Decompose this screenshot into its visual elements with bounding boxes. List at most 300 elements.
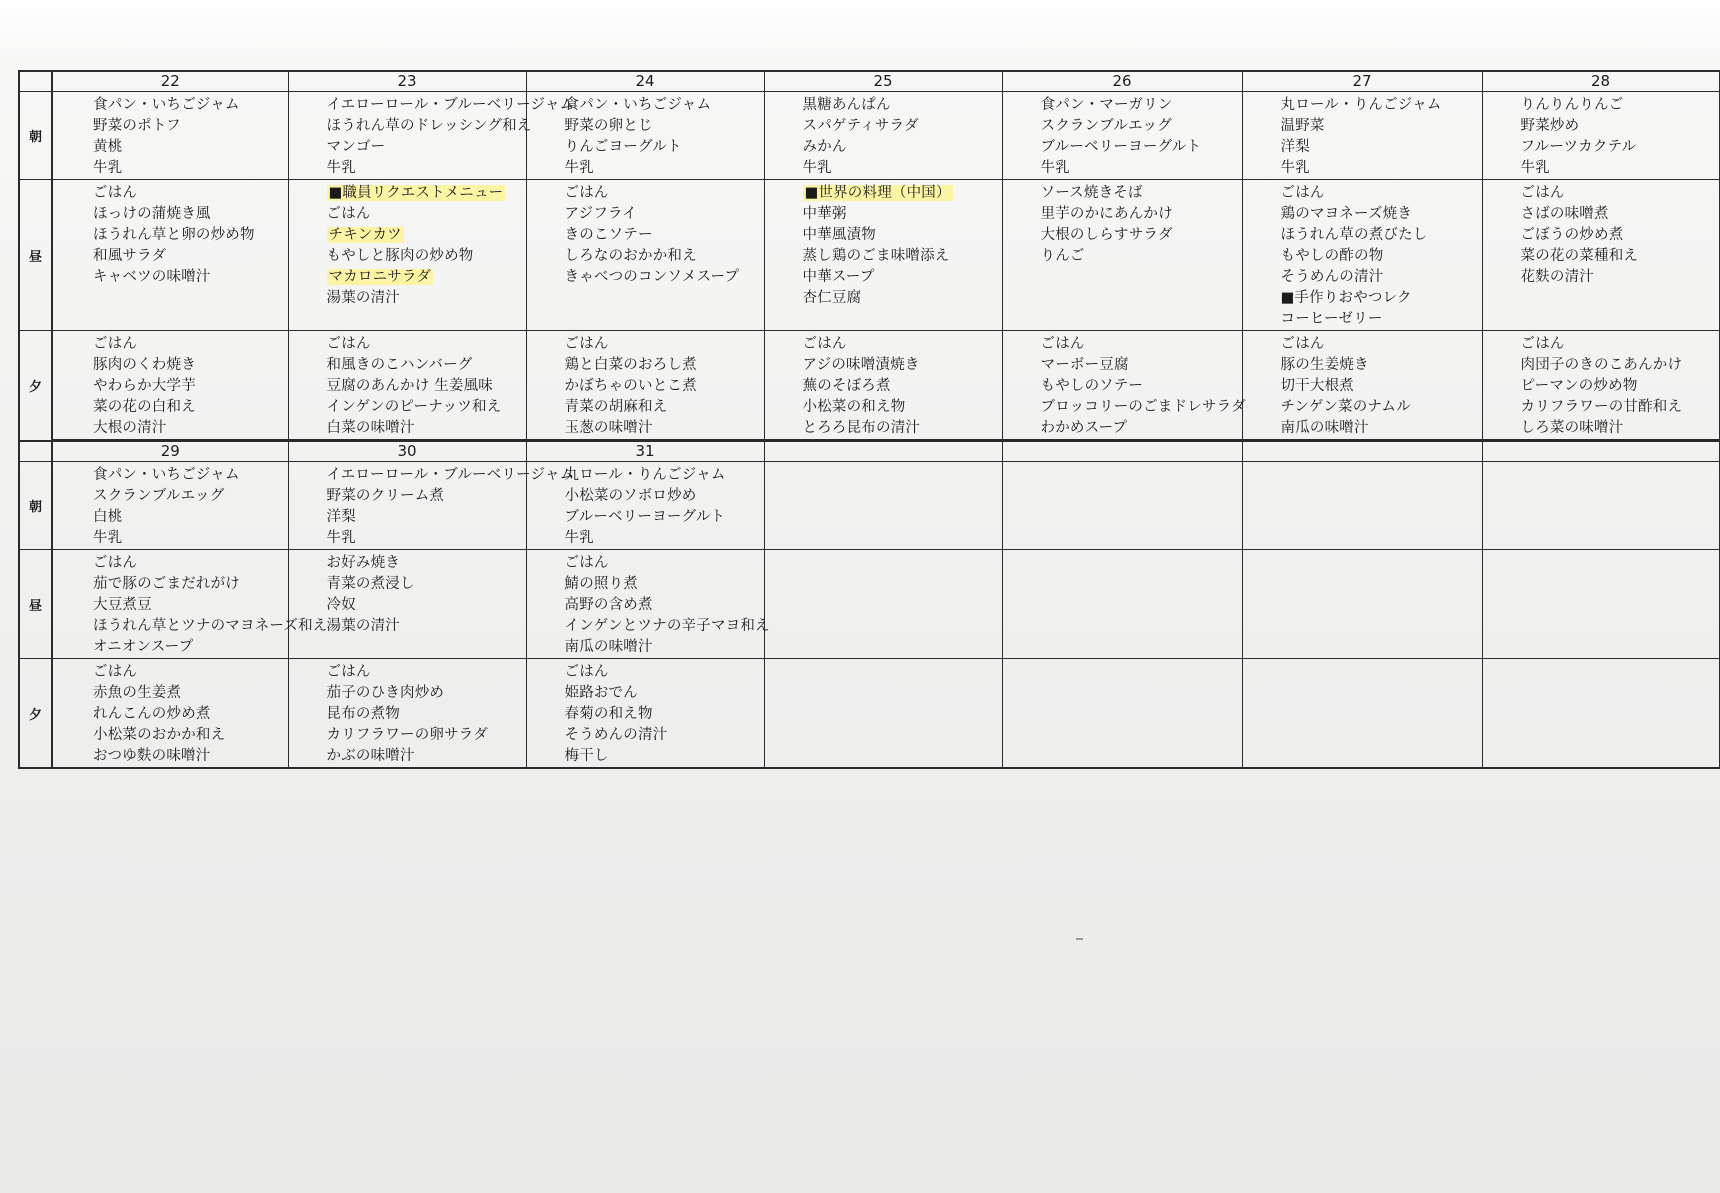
menu-item [93,355,284,376]
menu-item [1041,137,1238,158]
menu-item-text: ごはん [564,185,609,201]
menu-item [1041,246,1238,267]
menu-item [93,376,284,397]
highlighted-menu-item-text: ■職員リクエストメニュー [328,185,504,201]
menu-item [93,616,328,637]
menu-cell [1482,659,1719,769]
menu-item [93,746,284,767]
menu-cell [1482,92,1719,180]
menu-item-text: かぼちゃのいとこ煮 [564,378,697,394]
highlighted-menu-item-text: ■世界の料理（中国） [804,185,951,201]
menu-item-text: 洋梨 [326,509,356,525]
menu-cell [526,659,764,769]
menu-item [93,183,284,204]
menu-cell [764,180,1002,331]
highlighted-menu-item-text: マカロニサラダ [328,269,432,285]
dinner-label: 夕 [19,331,52,441]
menu-item-text: 豚肉のくわ焼き [93,357,196,373]
day-number: 24 [526,71,764,92]
menu-cell [52,659,288,769]
menu-item [565,355,760,376]
menu-item-text: スクランブルエッグ [1040,118,1172,134]
menu-cell [764,462,1002,550]
menu-item [327,616,522,637]
menu-item-text: 牛乳 [1040,160,1070,176]
menu-item-text: ごはん [93,664,138,680]
menu-item [93,553,284,574]
menu-item [565,725,760,746]
menu-item-text: 豚の生姜焼き [1280,357,1369,373]
menu-item-text: 大根の清汁 [93,420,167,436]
menu-item [326,465,575,486]
menu-item [1041,376,1238,397]
menu-item-text: 野菜炒め [1520,118,1580,134]
menu-item-text: キャベツの味噌汁 [93,269,211,285]
menu-item [1041,355,1238,376]
menu-item-text: ごぼうの炒め煮 [1520,227,1624,243]
menu-cell [1242,180,1482,331]
menu-item [565,574,760,595]
menu-cell [1242,462,1482,550]
menu-cell [764,92,1002,180]
menu-item-text: 鯖の照り煮 [564,576,638,592]
menu-item [326,95,575,116]
menu-item [565,507,760,528]
menu-item [1281,355,1478,376]
menu-item-text: 蕪のそぼろ煮 [802,378,891,394]
breakfast-label: 朝 [19,462,52,550]
menu-item-text: 湯葉の清汁 [326,290,400,306]
menu-cell [1482,550,1719,659]
menu-cell [288,550,526,659]
day-number: 28 [1482,71,1719,92]
menu-item-text: 花麩の清汁 [1520,269,1594,285]
menu-item [565,418,760,439]
menu-cell [288,462,575,550]
menu-item-text: 食パン・マーガリン [1040,97,1173,113]
menu-cell [1002,331,1246,441]
menu-item-text: そうめんの清汁 [564,727,668,743]
menu-item-text: 和風きのこハンバーグ [326,357,473,373]
menu-item-text: 青菜の胡麻和え [564,399,668,415]
menu-item [327,683,522,704]
day-header-row [19,441,1719,462]
menu-item [93,204,284,225]
menu-item [1281,288,1478,309]
menu-item-text: ごはん [564,336,609,352]
menu-item-text: 湯葉の清汁 [326,618,400,634]
menu-item [1041,95,1238,116]
menu-item [803,183,998,204]
corner-cell [19,441,52,462]
menu-item [327,397,522,418]
menu-item-text: ごはん [326,206,371,222]
menu-item-text: ほうれん草の煮びたし [1280,227,1428,243]
menu-item [1281,397,1478,418]
menu-item-text: お好み焼き [326,555,400,571]
menu-cell [288,659,526,769]
menu-cell [52,180,288,331]
menu-item-text: 野菜の卵とじ [564,118,653,134]
menu-item-text: 大豆煮豆 [93,597,152,613]
menu-item-text: 蒸し鶏のごま味噌添え [802,248,950,264]
menu-item-text: 白桃 [93,509,123,525]
menu-item [565,183,760,204]
menu-item [1521,116,1715,137]
day-number: 31 [526,441,764,462]
menu-item-text: 姫路おでん [564,685,638,701]
menu-cell [526,180,764,331]
menu-item [327,267,522,288]
menu-item-text: ごはん [1040,336,1085,352]
menu-item [1281,137,1478,158]
menu-item [803,397,998,418]
menu-item [1521,95,1715,116]
menu-item [1041,116,1238,137]
menu-item [327,704,522,725]
menu-item [565,334,760,355]
menu-item-text: 牛乳 [326,160,356,176]
menu-item [803,376,998,397]
menu-item-text: 赤魚の生姜煮 [93,685,182,701]
menu-item [565,116,760,137]
menu-cell [1002,659,1242,769]
day-number: 26 [1002,71,1242,92]
menu-item-text: 牛乳 [1520,160,1550,176]
menu-cell [1242,550,1482,659]
menu-item [803,225,998,246]
menu-item-text: 小松菜の和え物 [802,399,906,415]
menu-item-text: 肉団子のきのこあんかけ [1520,357,1683,373]
menu-item [1521,334,1715,355]
menu-item [327,288,522,309]
menu-item-text: 菜の花の白和え [93,399,196,415]
menu-cell [1482,462,1719,550]
day-number: 22 [52,71,288,92]
menu-item [93,95,284,116]
menu-item-text: オニオンスープ [93,639,194,655]
menu-item-text: フルーツカクテル [1520,139,1637,155]
menu-item-text: れんこんの炒め煮 [93,706,211,722]
menu-item [1041,225,1238,246]
menu-item [1281,225,1478,246]
menu-item [93,595,284,616]
menu-item [327,746,522,767]
menu-item [327,418,522,439]
corner-cell [19,71,52,92]
day-number: 23 [288,71,526,92]
menu-item [803,267,998,288]
menu-item-text: 豆腐のあんかけ 生姜風味 [326,378,494,394]
menu-item-text: カリフラワーの甘酢和え [1520,399,1683,415]
menu-item [93,725,284,746]
menu-item [326,116,532,137]
menu-item-text: きゃべつのコンソメスープ [564,269,740,285]
menu-item-text: 牛乳 [93,160,123,176]
menu-item-text: ごはん [1280,336,1325,352]
menu-item-text: 小松菜のソボロ炒め [564,488,697,504]
menu-item [327,137,522,158]
menu-item-text: もやしと豚肉の炒め物 [326,248,474,264]
menu-item [803,158,998,179]
menu-cell [526,550,770,659]
menu-item [803,334,998,355]
dinner-label: 夕 [19,659,52,769]
menu-item-text: 小松菜のおかか和え [93,727,226,743]
menu-item [565,637,760,658]
menu-item [1521,204,1715,225]
menu-item [1041,418,1238,439]
menu-item [93,418,284,439]
day-number [764,441,1002,462]
menu-item [1521,376,1715,397]
menu-item [1041,183,1238,204]
menu-item [1521,137,1715,158]
menu-item-text: ピーマンの炒め物 [1520,378,1638,394]
menu-item [1281,418,1478,439]
menu-item [93,528,284,549]
menu-item [93,334,284,355]
menu-cell [288,92,575,180]
breakfast-row [19,92,1719,180]
menu-item-text: しろ菜の味噌汁 [1520,420,1624,436]
menu-item-text: 菜の花の菜種和え [1520,248,1639,264]
menu-item [803,246,998,267]
menu-item-text: ソース焼きそば [1040,185,1143,201]
highlighted-menu-item-text: チキンカツ [328,227,402,243]
paper-speck [1076,938,1083,940]
menu-item [327,355,522,376]
menu-item-text: おつゆ麩の味噌汁 [93,748,211,764]
menu-cell [1002,462,1242,550]
menu-item [565,204,760,225]
day-number: 29 [52,441,288,462]
menu-item [327,507,522,528]
menu-cell [52,331,288,441]
menu-item-text: みかん [802,139,847,155]
day-number [1002,441,1242,462]
menu-item-text: スパゲティサラダ [802,118,919,134]
menu-item-text: 食パン・いちごジャム [564,97,712,113]
menu-cell [52,550,328,659]
meal-calendar-table [18,70,1720,769]
menu-item-text: 鶏のマヨネーズ焼き [1280,206,1413,222]
menu-item-text: ごはん [564,555,609,571]
menu-item-text: ほうれん草のドレッシング和え [326,118,532,134]
menu-item-text: 牛乳 [564,530,594,546]
menu-item [1041,204,1238,225]
menu-item [93,574,284,595]
day-number [1242,441,1482,462]
menu-item-text: 和風サラダ [93,248,167,264]
menu-item [1281,158,1478,179]
menu-item [1521,397,1715,418]
menu-item [803,204,998,225]
menu-item [565,95,760,116]
menu-item [93,662,284,683]
menu-item-text: わかめスープ [1040,420,1128,436]
menu-item [327,725,522,746]
menu-item [327,204,522,225]
menu-cell [52,462,288,550]
menu-cell [1242,331,1482,441]
menu-item-text: コーヒーゼリー [1280,311,1383,327]
menu-item-text: 中華粥 [802,206,847,222]
menu-item-text: 黒糖あんぱん [802,97,891,113]
menu-item [1521,418,1715,439]
menu-item [565,746,760,767]
menu-cell [1242,659,1482,769]
menu-item [93,225,284,246]
menu-cell [526,331,764,441]
day-number: 25 [764,71,1002,92]
menu-item [1281,204,1478,225]
menu-item-text: 梅干し [564,748,609,764]
menu-item [327,486,522,507]
menu-item-text: さばの味噌煮 [1520,206,1609,222]
menu-item [93,465,284,486]
menu-item-text: ほうれん草と卵の炒め物 [93,227,255,243]
menu-item-text: もやしの酢の物 [1280,248,1384,264]
menu-cell [1002,550,1242,659]
menu-item-text: やわらか大学芋 [93,378,196,394]
menu-item-text: ごはん [93,555,138,571]
menu-item-text: 食パン・いちごジャム [93,97,240,113]
day-number: 30 [288,441,526,462]
menu-item-text: 野菜のポトフ [93,118,181,134]
menu-item [93,267,284,288]
menu-item-text: しろなのおかか和え [564,248,697,264]
menu-item [1281,309,1478,330]
menu-item [1521,225,1715,246]
menu-cell [52,92,288,180]
menu-item [803,137,998,158]
menu-item-text: そうめんの清汁 [1280,269,1384,285]
menu-item [327,528,522,549]
menu-item-text: 丸ロール・りんごジャム [564,467,726,483]
menu-item [565,376,760,397]
menu-item [1040,397,1246,418]
menu-item-text: マンゴー [326,139,386,155]
menu-item [565,486,760,507]
menu-item [803,418,998,439]
dinner-row [19,659,1719,769]
menu-item [565,225,760,246]
menu-item [1281,183,1478,204]
menu-item [1041,334,1238,355]
menu-item [1041,158,1238,179]
menu-cell [764,659,1002,769]
menu-item [565,553,760,574]
menu-item-text: 白菜の味噌汁 [326,420,415,436]
menu-item [327,376,522,397]
menu-item [327,158,522,179]
menu-item-text: ブルーベリーヨーグルト [564,509,726,525]
menu-cell [764,550,1002,659]
menu-item [1281,267,1478,288]
menu-cell [764,331,1002,441]
menu-item-text: ごはん [326,336,371,352]
menu-item-text: 黄桃 [93,139,123,155]
menu-cell [288,331,526,441]
menu-item-text: ほっけの蒲焼き風 [93,206,211,222]
menu-item [565,704,760,725]
menu-item-text: ブロッコリーのごまドレサラダ [1040,399,1246,415]
menu-item [803,288,998,309]
dinner-row [19,331,1719,441]
menu-item [93,507,284,528]
menu-item-text: 牛乳 [1280,160,1310,176]
menu-item [327,225,522,246]
menu-cell [1242,92,1482,180]
menu-item-text: 牛乳 [564,160,594,176]
menu-item [565,246,760,267]
menu-item-text: 洋梨 [1280,139,1310,155]
menu-item [327,662,522,683]
menu-item [93,116,284,137]
breakfast-row [19,462,1719,550]
menu-item-text: 青菜の煮浸し [326,576,415,592]
menu-item-text: インゲンのピーナッツ和え [326,399,502,415]
menu-item-text: カリフラワーの卵サラダ [326,727,489,743]
menu-item-text: ごはん [1280,185,1325,201]
menu-item [1521,267,1715,288]
menu-item-text: 杏仁豆腐 [802,290,862,306]
menu-cell [1002,180,1242,331]
menu-item-text: 牛乳 [326,530,356,546]
menu-item-text: 丸ロール・りんごジャム [1280,97,1442,113]
menu-item-text: もやしのソテー [1040,378,1144,394]
menu-item-text: ごはん [802,336,847,352]
menu-item-text: 鶏と白菜のおろし煮 [564,357,697,373]
menu-item [93,637,284,658]
menu-item-text: ブルーベリーヨーグルト [1040,139,1202,155]
menu-item [93,397,284,418]
menu-item [1281,246,1478,267]
menu-item [327,553,522,574]
menu-item-text: 玉葱の味噌汁 [564,420,653,436]
menu-item-text: 大根のしらすサラダ [1040,227,1173,243]
menu-item-text: インゲンとツナの辛子マヨ和え [564,618,770,634]
menu-item [327,595,522,616]
menu-item-text: マーボー豆腐 [1040,357,1129,373]
menu-item-text: ごはん [326,664,371,680]
menu-item-text: 高野の含め煮 [564,597,653,613]
menu-item-text: 牛乳 [93,530,123,546]
menu-item-text: ごはん [1520,185,1565,201]
menu-item [327,334,522,355]
menu-item [1281,95,1478,116]
menu-item-text: りんご [1040,248,1085,264]
menu-item-text: 中華スープ [802,269,875,285]
menu-item-text: きのこソテー [564,227,653,243]
breakfast-label: 朝 [19,92,52,180]
menu-item [327,246,522,267]
menu-item [565,397,760,418]
menu-item [565,662,760,683]
day-number [1482,441,1719,462]
menu-item-text: アジフライ [564,206,637,222]
menu-item-text: 昆布の煮物 [326,706,400,722]
menu-item-text: 南瓜の味噌汁 [564,639,653,655]
menu-item-text: 冷奴 [326,597,356,613]
menu-item [93,137,284,158]
menu-item-text: ほうれん草とツナのマヨネーズ和え [93,618,328,634]
day-number: 27 [1242,71,1482,92]
lunch-row [19,180,1719,331]
menu-item-text: アジの味噌漬焼き [802,357,920,373]
menu-item [1281,334,1478,355]
